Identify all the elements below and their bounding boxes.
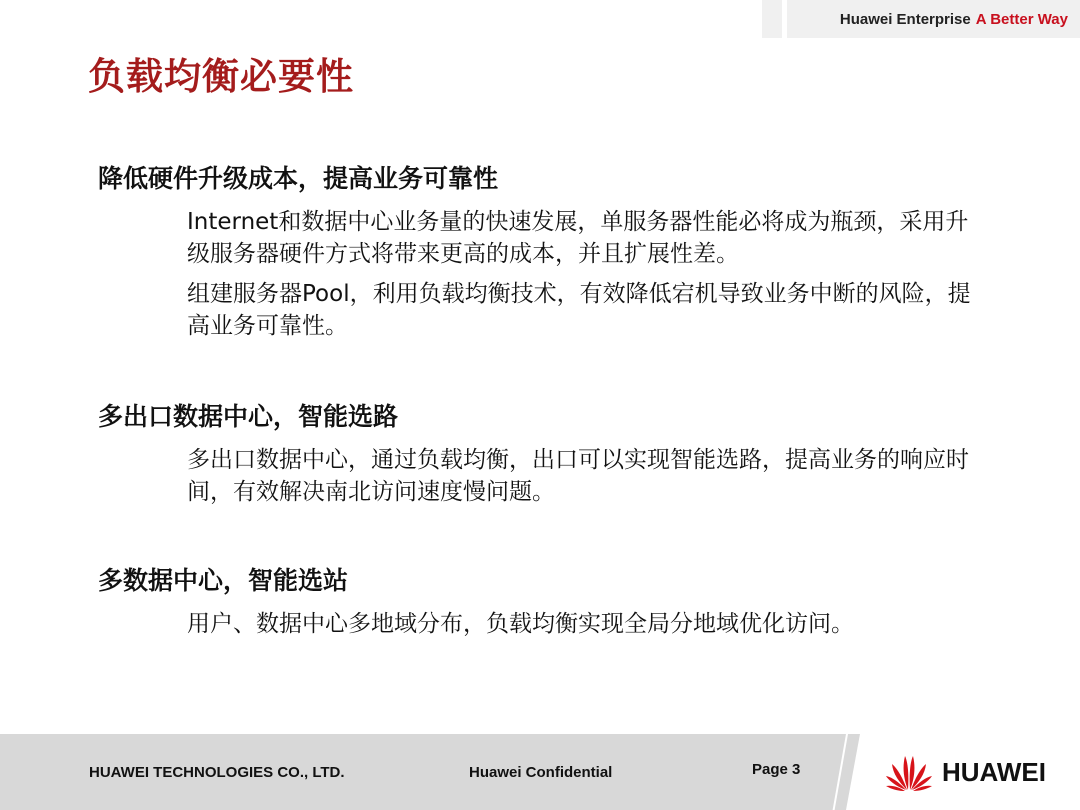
huawei-logo	[884, 752, 1046, 792]
section-paragraph: 多出口数据中心，通过负载均衡，出口可以实现智能选路，提高业务的响应时间，有效解决南北访问速度慢问题。	[187, 447, 969, 505]
section-heading: 多数据中心，智能选站	[98, 566, 349, 595]
slide-title: 负载均衡必要性	[88, 55, 354, 98]
header-accent-strip	[762, 0, 782, 38]
section-2	[98, 402, 998, 508]
section-paragraph: 用户、数据中心多地域分布，负载均衡实现全局分地域优化访问。	[187, 611, 854, 637]
header-slogan: A Better Way	[975, 10, 1068, 28]
section-heading: 多出口数据中心，智能选路	[98, 402, 399, 431]
footer-company: HUAWEI TECHNOLOGIES CO., LTD.	[89, 764, 345, 781]
huawei-petal-icon	[884, 752, 934, 792]
header-tagline	[787, 0, 1080, 38]
footer-confidential: Huawei Confidential	[469, 764, 613, 781]
section-paragraph: Internet和数据中心业务量的快速发展，单服务器性能必将成为瓶颈，采用升级服务器硬件方式将带来更高的成本，并且扩展性差。	[187, 209, 969, 267]
section-3	[98, 566, 998, 640]
section-1	[98, 164, 998, 342]
logo-wordmark: HUAWEI	[942, 756, 1046, 787]
section-heading: 降低硬件升级成本，提高业务可靠性	[98, 164, 499, 193]
page-number: Page 3	[752, 761, 801, 778]
section-paragraph: 组建服务器Pool，利用负载均衡技术，有效降低宕机导致业务中断的风险，提高业务可靠性。	[187, 281, 971, 339]
header-brand: Huawei Enterprise	[839, 10, 971, 28]
